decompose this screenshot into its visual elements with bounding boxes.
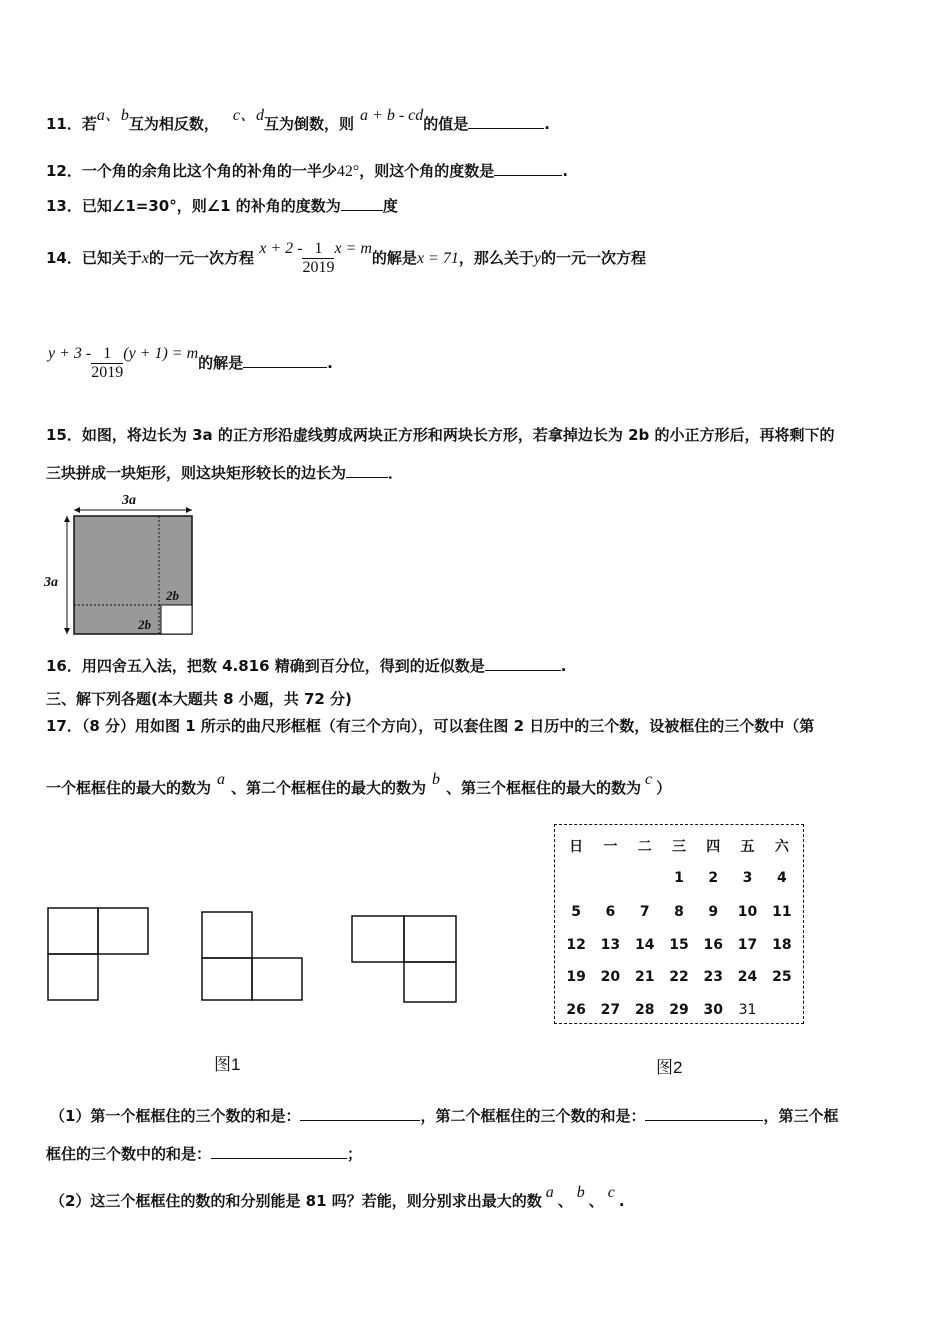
answer-blank-3[interactable] (211, 1144, 347, 1159)
figure-1-label: 图1 (214, 1055, 241, 1074)
calendar-cell: 14 (634, 937, 655, 953)
answer-blank[interactable] (341, 196, 383, 211)
question-14-equation-y: y + 3 - $\frac{1}{2019}$ (y + 1) = m的解是 . (48, 345, 333, 381)
calendar-cell (765, 993, 799, 1027)
calendar-cell: 26 (566, 1002, 586, 1018)
calendar-cell: 17 (737, 937, 758, 953)
calendar-header: 三 (671, 839, 686, 855)
calendar-cell: 27 (600, 1002, 621, 1018)
equation-14: x + 2 - (259, 240, 303, 257)
calendar-header: 四 (706, 839, 721, 855)
answer-blank-2[interactable] (645, 1106, 763, 1121)
calendar-cell: 1 (674, 870, 684, 886)
calendar-table (559, 831, 799, 1027)
question-12: 12．一个角的余角比这个角的补角的一半少42°，则这个角的度数是 . (46, 162, 569, 180)
question-15-line2: 三块拼成一块矩形，则这块矩形较长的边长为 ． (46, 464, 404, 482)
math-cd: c、d (232, 107, 265, 124)
calendar-cell: 6 (605, 904, 616, 920)
answer-blank[interactable] (485, 656, 561, 671)
answer-blank[interactable] (346, 463, 388, 478)
label-3a-left: 3a (44, 575, 58, 590)
calendar-cell: 18 (772, 937, 792, 953)
figure-2-label: 图2 (656, 1058, 683, 1077)
calendar-cell: 19 (566, 969, 586, 985)
calendar-cell: 3 (742, 870, 753, 886)
answer-blank[interactable] (468, 114, 544, 129)
calendar-cell: 15 (669, 937, 689, 953)
math-ab: a、b (96, 107, 129, 124)
calendar-header: 六 (774, 839, 789, 855)
calendar-cell: 4 (776, 870, 787, 886)
question-15-line1: 15．如图，将边长为 3a 的正方形沿虚线剪成两块正方形和两块长方形，若拿掉边长为 2b 的小正方形后，再将剩下的 (46, 426, 835, 444)
math-expr: a + b - cd (360, 107, 424, 124)
part-1-line2: 框住的三个数中的和是： ； (46, 1145, 363, 1163)
calendar-cell: 8 (674, 904, 684, 920)
calendar-cell: 31 (738, 1002, 757, 1018)
calendar-cell: 23 (703, 969, 723, 985)
calendar-cell: 24 (737, 969, 758, 985)
calendar-header: 日 (569, 839, 584, 855)
calendar-cell: 30 (703, 1002, 723, 1018)
question-13: 13．已知∠1=30°，则∠1 的补角的度数为 度 (46, 197, 398, 215)
question-14: 14．已知关于x的一元一次方程 x + 2 - $\frac{1}{2019}$ x = m的解是x = 71，那么关于y的一元一次方程 (46, 240, 646, 276)
question-17-line2: 一个框框住的最大的数为 a 、第二个框框住的最大的数为 b 、第三个框框住的最大的数为 c ） (46, 771, 672, 797)
calendar-header: 二 (637, 839, 652, 855)
square-cut-figure (40, 488, 210, 640)
calendar-cell (593, 861, 627, 895)
calendar-cell: 16 (703, 937, 723, 953)
question-16: 16．用四舍五入法，把数 4.816 精确到百分位，得到的近似数是 . (46, 657, 567, 675)
calendar-cell: 11 (772, 904, 792, 920)
calendar-cell: 9 (708, 904, 719, 920)
question-11: 11．若a、b互为相反数， c、d互为倒数，则 a + b - cd的值是 . (46, 107, 550, 133)
calendar-cell: 21 (634, 969, 655, 985)
answer-blank[interactable] (494, 161, 562, 176)
figure-2-calendar (554, 824, 804, 1024)
label-2b-bottom: 2b (138, 617, 151, 632)
part-2: （2）这三个框框住的数的和分别能是 81 吗？若能，则分别求出最大的数 a 、 b 、 c . (50, 1184, 625, 1210)
small-square-removed (161, 605, 192, 634)
answer-blank-1[interactable] (300, 1106, 420, 1121)
calendar-cell: 20 (600, 969, 621, 985)
frame-2 (202, 912, 302, 1000)
fraction-1-2019: $\frac{1}{2019}$ (91, 345, 124, 381)
calendar-cell: 29 (669, 1002, 689, 1018)
question-17-line1: 17．（8 分）用如图 1 所示的曲尺形框框（有三个方向），可以套住图 2 日历中的三个数，设被框住的三个数中（第 (46, 717, 815, 735)
calendar-cell: 12 (566, 937, 586, 953)
calendar-cell: 25 (772, 969, 792, 985)
calendar-header: 五 (740, 839, 755, 855)
label-3a-top: 3a (122, 493, 136, 508)
calendar-header: 一 (603, 839, 618, 855)
frame-1 (48, 908, 148, 1000)
label-2b-right: 2b (166, 588, 179, 603)
calendar-cell: 7 (639, 904, 650, 920)
answer-blank[interactable] (243, 353, 327, 368)
calendar-cell: 28 (634, 1002, 655, 1018)
calendar-cell: 22 (669, 969, 689, 985)
calendar-cell: 2 (708, 870, 719, 886)
section-heading: 三、解下列各题(本大题共 8 小题，共 72 分) (46, 690, 352, 708)
calendar-cell: 13 (600, 937, 621, 953)
part-1-line1: （1）第一个框框住的三个数的和是： ，第二个框框住的三个数的和是： ，第三个框 (50, 1107, 839, 1125)
calendar-cell (559, 861, 593, 895)
angle-value: 42° (336, 163, 360, 180)
figure-1-frames (44, 904, 464, 1006)
fraction-1-2019: $\frac{1}{2019}$ (302, 240, 335, 276)
frame-3 (352, 916, 456, 1002)
calendar-cell (628, 861, 662, 895)
calendar-cell: 5 (571, 904, 582, 920)
calendar-cell: 10 (737, 904, 758, 920)
